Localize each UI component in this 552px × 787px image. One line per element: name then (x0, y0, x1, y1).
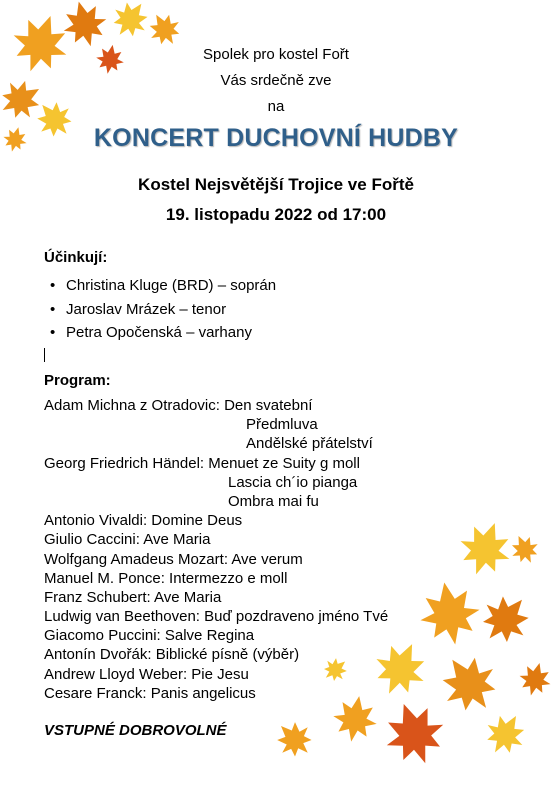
program-list (44, 396, 388, 703)
admission-note: VSTUPNÉ DOBROVOLNÉ (44, 722, 227, 739)
performers-heading: Účinkují: (44, 249, 108, 266)
preposition-line: na (267, 98, 285, 115)
text-cursor (44, 348, 45, 362)
program-item: Andrew Lloyd Weber: Pie Jesu (44, 665, 249, 683)
program-heading: Program: (44, 372, 111, 389)
performer-item: • Petra Opočenská – varhany (50, 321, 276, 345)
bullet-icon: • (50, 300, 56, 318)
performer-item: • Jaroslav Mrázek – tenor (50, 298, 276, 322)
program-item: Ombra mai fu (228, 492, 319, 510)
program-item: Franz Schubert: Ave Maria (44, 588, 222, 606)
program-item: Lascia ch´io pianga (228, 473, 358, 491)
invitation-intro (0, 42, 552, 120)
program-item: Giacomo Puccini: Salve Regina (44, 627, 255, 645)
program-item: Wolfgang Amadeus Mozart: Ave verum (44, 550, 303, 568)
performers-list (50, 274, 276, 345)
program-item: Ludwig van Beethoven: Buď pozdraveno jméno Tvé (44, 608, 389, 626)
program-item: Adam Michna z Otradovic: Den svatební (44, 397, 313, 414)
program-item: Antonio Vivaldi: Domine Deus (44, 512, 243, 530)
program-item: Georg Friedrich Händel: Menuet ze Suity g moll (44, 454, 360, 472)
event-info (0, 170, 552, 230)
invitation-line: Vás srdečně zve (220, 72, 332, 89)
performer-item: • Christina Kluge (BRD) – soprán (50, 274, 276, 298)
program-item: Cesare Franck: Panis angelicus (44, 684, 256, 702)
program-item: Antonín Dvořák: Biblické písně (výběr) (44, 646, 300, 664)
event-place: Kostel Nejsvětější Trojice ve Fořtě (138, 175, 414, 194)
program-item: Giulio Caccini: Ave Maria (44, 531, 211, 549)
concert-title: KONCERT DUCHOVNÍ HUDBY (93, 124, 459, 152)
program-item: Manuel M. Ponce: Intermezzo e moll (44, 569, 288, 587)
event-date: 19. listopadu 2022 od 17:00 (165, 205, 387, 224)
program-item: Andělské přátelství (246, 435, 373, 453)
organizer-line: Spolek pro kostel Fořt (203, 46, 349, 63)
program-item: Předmluva (246, 416, 318, 434)
bullet-icon: • (50, 277, 56, 294)
bullet-icon: • (50, 324, 56, 341)
